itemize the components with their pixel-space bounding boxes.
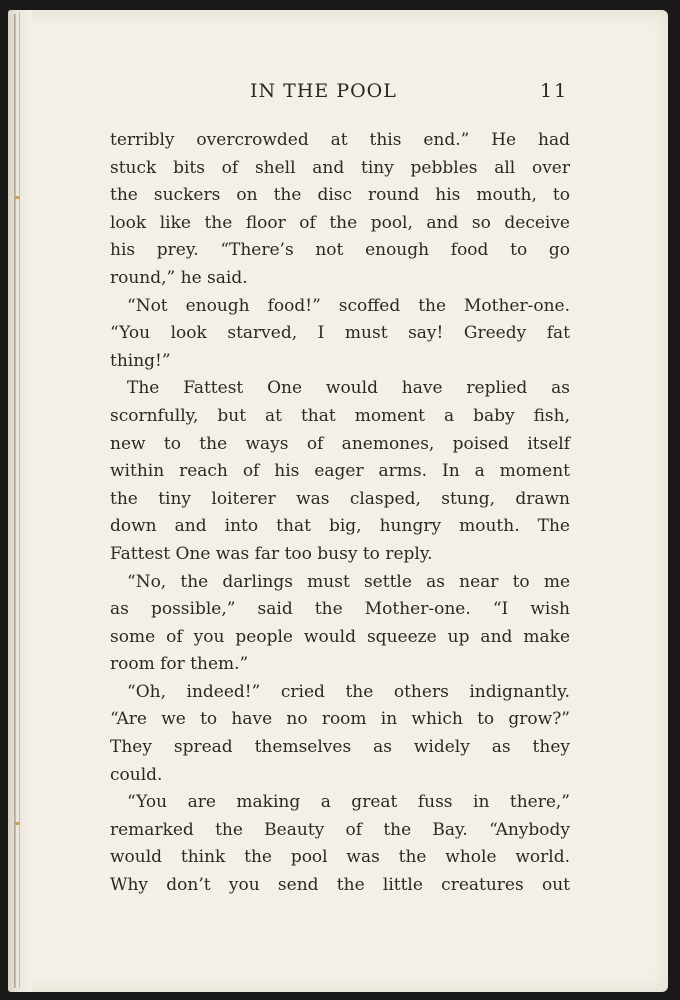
text-line: The Fattest One would have replied as [127, 378, 570, 399]
text-line: new to the ways of anemones, poised itself [110, 433, 570, 454]
text-line: could. [110, 764, 163, 785]
gutter-shadow [14, 14, 16, 988]
binding-gutter [8, 10, 32, 992]
text-line: stuck bits of shell and tiny pebbles all over [110, 157, 570, 178]
text-line: the suckers on the disc round his mouth, to [110, 185, 570, 206]
text-line: down and into that big, hungry mouth. The [110, 516, 570, 537]
text-line: remarked the Beauty of the Bay. “Anybody [110, 819, 570, 840]
text-line: within reach of his eager arms. In a moment [110, 461, 570, 482]
text-line: They spread themselves as widely as they [110, 737, 570, 758]
text-line: thing!” [110, 350, 171, 371]
text-line: his prey. “There’s not enough food to go [110, 240, 570, 261]
text-line: the tiny loiterer was clasped, stung, drawn [110, 488, 570, 509]
text-line: “You are making a great fuss in there,” [127, 792, 570, 813]
text-line: “Are we to have no room in which to grow?” [110, 709, 570, 730]
text-line: “Oh, indeed!” cried the others indignantly. [127, 681, 570, 702]
text-line: “No, the darlings must settle as near to me [127, 571, 570, 592]
text-line: round,” he said. [110, 267, 248, 288]
text-line: some of you people would squeeze up and make [110, 626, 570, 647]
text-line: room for them.” [110, 654, 249, 675]
body-text [110, 127, 570, 900]
text-line: scornfully, but at that moment a baby fish, [110, 405, 570, 426]
binding-thread-mark [15, 196, 20, 199]
text-line: look like the floor of the pool, and so deceive [110, 212, 570, 233]
text-line: as possible,” said the Mother-one. “I wish [110, 599, 570, 620]
text-line: “Not enough food!” scoffed the Mother-one. [127, 295, 570, 316]
text-line: “You look starved, I must say! Greedy fat [110, 323, 570, 344]
binding-thread-mark [15, 822, 20, 825]
text-line: Fattest One was far too busy to reply. [110, 543, 433, 564]
page-fold-line [19, 12, 20, 988]
text-line: Why don’t you send the little creatures out [110, 875, 570, 896]
running-title: IN THE POOL [250, 80, 397, 102]
text-line: would think the pool was the whole world. [110, 847, 570, 868]
page-number: 11 [540, 80, 569, 102]
text-line: terribly overcrowded at this end.” He had [110, 130, 570, 150]
